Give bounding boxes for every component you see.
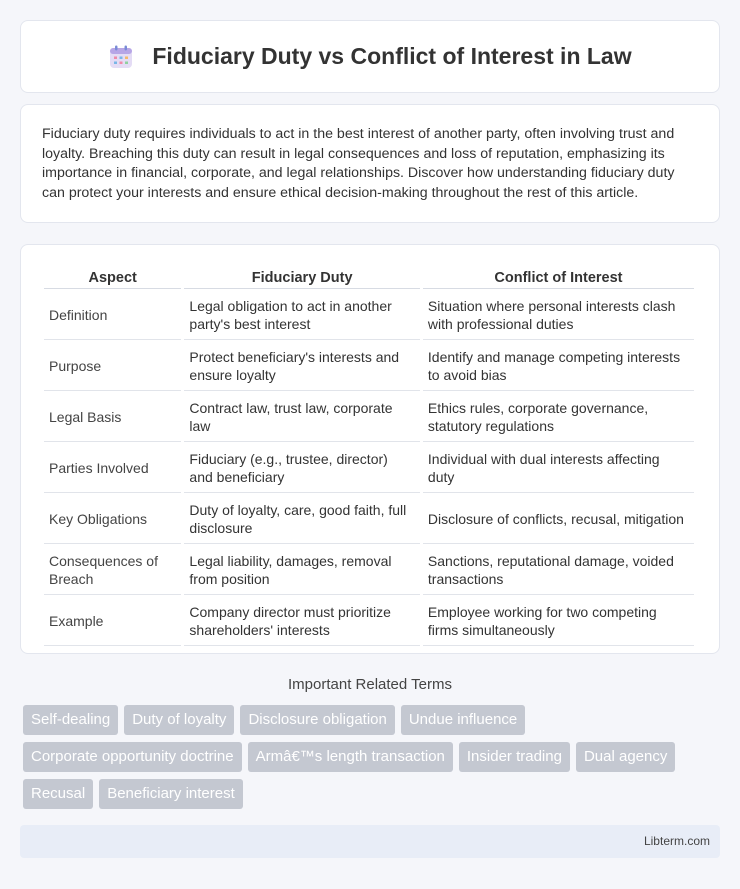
row-aspect: Consequences of Breach bbox=[44, 546, 181, 595]
row-conflict-of-interest: Ethics rules, corporate governance, statutory regulations bbox=[423, 393, 694, 442]
comparison-table bbox=[41, 265, 697, 648]
row-fiduciary-duty: Legal liability, damages, removal from position bbox=[184, 546, 420, 595]
intro-card bbox=[20, 104, 720, 223]
row-conflict-of-interest: Disclosure of conflicts, recusal, mitigation bbox=[423, 495, 694, 544]
row-aspect: Key Obligations bbox=[44, 495, 181, 544]
row-aspect: Legal Basis bbox=[44, 393, 181, 442]
term-tag[interactable]: Recusal bbox=[23, 779, 93, 809]
row-fiduciary-duty: Fiduciary (e.g., trustee, director) and beneficiary bbox=[184, 444, 420, 493]
row-fiduciary-duty: Contract law, trust law, corporate law bbox=[184, 393, 420, 442]
table-row bbox=[44, 291, 694, 340]
term-tag[interactable]: Armâ€™s length transaction bbox=[248, 742, 453, 772]
footer-site-link[interactable]: Libterm.com bbox=[643, 834, 710, 848]
header-card bbox=[20, 20, 720, 93]
related-terms-list bbox=[23, 705, 723, 816]
column-header-fiduciary-duty: Fiduciary Duty bbox=[184, 267, 420, 289]
term-tag[interactable]: Self-dealing bbox=[23, 705, 118, 735]
row-fiduciary-duty: Duty of loyalty, care, good faith, full disclosure bbox=[184, 495, 420, 544]
table-row bbox=[44, 546, 694, 595]
table-row bbox=[44, 444, 694, 493]
term-tag[interactable]: Undue influence bbox=[401, 705, 525, 735]
footer bbox=[20, 825, 720, 858]
page-title: Fiduciary Duty vs Conflict of Interest in Law bbox=[152, 43, 632, 69]
row-conflict-of-interest: Employee working for two competing firms simultaneously bbox=[423, 597, 694, 646]
table-row bbox=[44, 597, 694, 646]
row-aspect: Definition bbox=[44, 291, 181, 340]
term-tag[interactable]: Insider trading bbox=[459, 742, 570, 772]
term-tag[interactable]: Beneficiary interest bbox=[99, 779, 243, 809]
term-tag[interactable]: Dual agency bbox=[576, 742, 675, 772]
calendar-icon bbox=[108, 44, 134, 70]
table-row bbox=[44, 342, 694, 391]
row-aspect: Example bbox=[44, 597, 181, 646]
table-header-row bbox=[44, 267, 694, 289]
row-fiduciary-duty: Protect beneficiary's interests and ensure loyalty bbox=[184, 342, 420, 391]
comparison-card bbox=[20, 244, 720, 654]
related-terms-heading: Important Related Terms bbox=[288, 676, 452, 693]
row-aspect: Purpose bbox=[44, 342, 181, 391]
row-conflict-of-interest: Identify and manage competing interests to avoid bias bbox=[423, 342, 694, 391]
table-row bbox=[44, 393, 694, 442]
intro-text: Fiduciary duty requires individuals to act in the best interest of another party, often involving trust and loyalty. Breaching this duty can result in legal consequences and loss of reputation, emphasizing its importance in financial, corporate, and legal relationships. Discover how understanding fiduciary duty can protect your interests and ensure ethical decision-making throughout the rest of this article. bbox=[42, 126, 675, 201]
row-conflict-of-interest: Individual with dual interests affecting duty bbox=[423, 444, 694, 493]
term-tag[interactable]: Corporate opportunity doctrine bbox=[23, 742, 242, 772]
term-tag[interactable]: Duty of loyalty bbox=[124, 705, 234, 735]
column-header-aspect: Aspect bbox=[44, 267, 181, 289]
term-tag[interactable]: Disclosure obligation bbox=[240, 705, 394, 735]
row-conflict-of-interest: Situation where personal interests clash with professional duties bbox=[423, 291, 694, 340]
row-conflict-of-interest: Sanctions, reputational damage, voided transactions bbox=[423, 546, 694, 595]
column-header-conflict-of-interest: Conflict of Interest bbox=[423, 267, 694, 289]
row-aspect: Parties Involved bbox=[44, 444, 181, 493]
row-fiduciary-duty: Legal obligation to act in another party's best interest bbox=[184, 291, 420, 340]
row-fiduciary-duty: Company director must prioritize shareholders' interests bbox=[184, 597, 420, 646]
table-row bbox=[44, 495, 694, 544]
